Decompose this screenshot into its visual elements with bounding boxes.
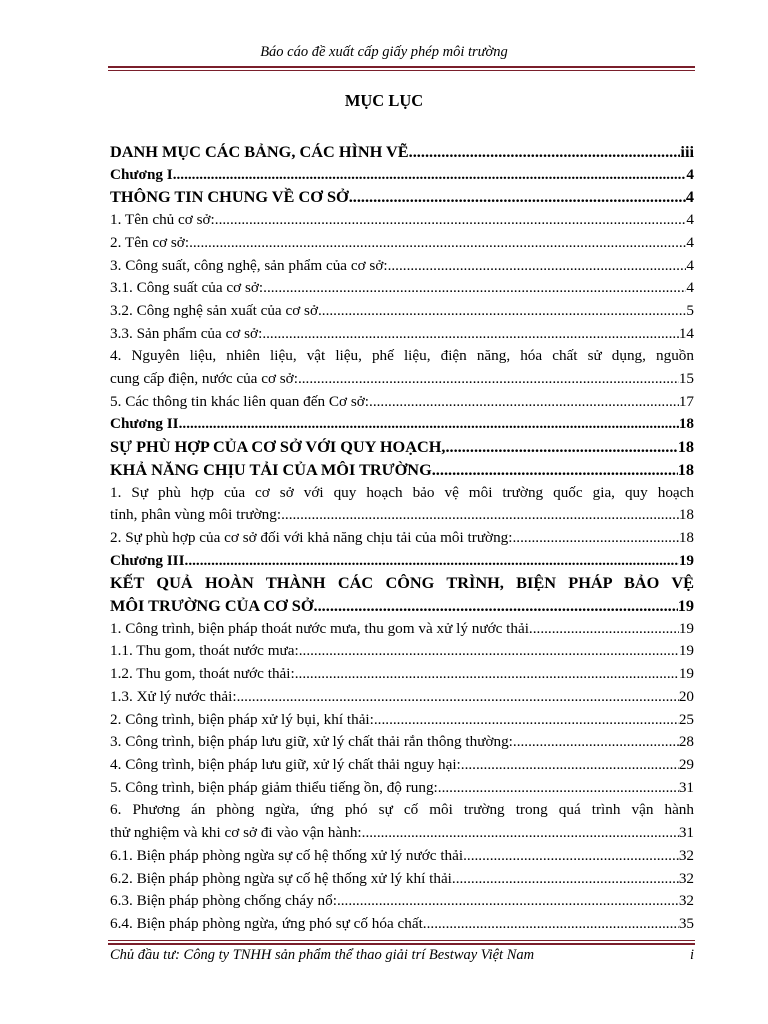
- toc-entry[interactable]: [110, 368, 694, 391]
- toc-entry[interactable]: [110, 595, 694, 618]
- toc-entry-label: Chương II: [110, 415, 179, 433]
- toc-entry-label: Chương I: [110, 165, 173, 183]
- toc-entry-label: 2. Công trình, biện pháp xử lý bụi, khí thải:: [110, 710, 374, 728]
- toc-dot-leader: [513, 731, 679, 754]
- toc-dot-leader: [314, 595, 678, 618]
- toc-entry-label: 2. Tên cơ sở:: [110, 233, 190, 251]
- toc-entry[interactable]: [110, 164, 694, 187]
- toc-entry[interactable]: [110, 822, 694, 845]
- toc-dot-leader: [179, 413, 679, 436]
- toc-entry[interactable]: [110, 845, 694, 868]
- toc-entry-label: thử nghiệm và khi cơ sở đi vào vận hành:: [110, 824, 362, 842]
- toc-page-number: 18: [678, 415, 694, 433]
- toc-entry[interactable]: [110, 504, 694, 527]
- toc-dot-leader: [237, 686, 679, 709]
- toc-entry-label: 3. Công suất, công nghệ, sản phẩm của cơ sở:: [110, 256, 388, 274]
- toc-entry[interactable]: [110, 255, 694, 278]
- toc-entry-label: 3.3. Sản phẩm của cơ sở:: [110, 324, 263, 342]
- toc-entry[interactable]: [110, 277, 694, 300]
- toc-page-number: 31: [678, 778, 694, 796]
- toc-entry-label: 3.2. Công nghệ sản xuất của cơ sở: [110, 301, 318, 319]
- toc-entry-label: 1. Công trình, biện pháp thoát nước mưa, thu gom và xử lý nước thải: [110, 619, 529, 637]
- toc-dot-leader: [262, 323, 679, 346]
- toc-page-number: 25: [678, 710, 694, 728]
- toc-page-number: 4: [686, 256, 694, 274]
- toc-page-number: 19: [677, 596, 694, 616]
- toc-page-number: 18: [678, 528, 694, 546]
- toc-page-number: 20: [678, 687, 694, 705]
- footer-investor: Chủ đầu tư: Công ty TNHH sản phẩm thể thao giải trí Bestway Việt Nam: [110, 947, 535, 963]
- toc-entry[interactable]: [110, 323, 694, 346]
- toc-page-number: 32: [678, 869, 694, 887]
- toc-dot-leader: [388, 255, 687, 278]
- toc-page-number: 32: [678, 846, 694, 864]
- toc-dot-leader: [445, 436, 677, 459]
- toc-entry-label: 6.2. Biện pháp phòng ngừa sự cố hệ thống xử lý khí thải: [110, 869, 452, 887]
- toc-entry-label: MÔI TRƯỜNG CỦA CƠ SỞ: [110, 596, 314, 616]
- toc-entry[interactable]: [110, 663, 694, 686]
- toc-page-number: 31: [678, 824, 694, 842]
- toc-entry[interactable]: [110, 640, 694, 663]
- toc-entry[interactable]: [110, 459, 694, 482]
- toc-entry-label: 1.3. Xử lý nước thải:: [110, 687, 237, 705]
- toc-dot-leader: [423, 913, 679, 936]
- toc-dot-leader: [438, 777, 679, 800]
- toc-entry[interactable]: [110, 618, 694, 641]
- toc-dot-leader: [432, 459, 678, 482]
- toc-page-number: 4: [686, 279, 694, 297]
- toc-page-number: 14: [678, 324, 694, 342]
- toc-entry[interactable]: [110, 550, 694, 573]
- toc-entry[interactable]: [110, 300, 694, 323]
- toc-entry-line1: 4. Nguyên liệu, nhiên liệu, vật liệu, phế liệu, điện năng, hóa chất sử dụng, nguồn: [110, 347, 694, 365]
- toc-page-number: 4: [686, 233, 694, 251]
- toc-dot-leader: [461, 754, 679, 777]
- toc-entry-label: cung cấp điện, nước của cơ sở:: [110, 370, 298, 388]
- toc-dot-leader: [189, 232, 686, 255]
- footer-rule-thick: [108, 943, 695, 945]
- toc-dot-leader: [409, 141, 681, 164]
- toc-entry[interactable]: [110, 913, 694, 936]
- toc-page-number: 4: [686, 211, 694, 229]
- toc-entry-label: DANH MỤC CÁC BẢNG, CÁC HÌNH VẼ: [110, 142, 409, 161]
- toc-dot-leader: [463, 845, 679, 868]
- toc-dot-leader: [185, 550, 679, 573]
- toc-page-number: 4: [685, 187, 694, 207]
- page-header: Báo cáo đề xuất cấp giấy phép môi trường: [260, 44, 508, 60]
- toc-dot-leader: [374, 709, 679, 732]
- toc-page-number: 5: [686, 301, 694, 319]
- toc-page-number: 29: [678, 755, 694, 773]
- page-title: MỤC LỤC: [344, 91, 424, 110]
- toc-entry-label: Chương III: [110, 551, 185, 569]
- toc-entry-label: 6.1. Biện pháp phòng ngừa sự cố hệ thống xử lý nước thải: [110, 846, 464, 864]
- toc-page-number: 17: [678, 392, 694, 410]
- toc-dot-leader: [173, 164, 687, 187]
- page-number: i: [689, 947, 694, 963]
- toc-dot-leader: [362, 822, 679, 845]
- toc-dot-leader: [529, 618, 679, 641]
- toc-entry[interactable]: [110, 436, 694, 459]
- toc-entry[interactable]: [110, 890, 694, 913]
- toc-entry-label: 3.1. Công suất của cơ sở:: [110, 279, 264, 297]
- toc-dot-leader: [349, 186, 686, 209]
- toc-page-number: 18: [677, 459, 694, 479]
- toc-entry[interactable]: [110, 686, 694, 709]
- toc-page-number: iii: [680, 142, 694, 161]
- toc-dot-leader: [263, 277, 686, 300]
- toc-page-number: 28: [678, 733, 694, 751]
- toc-page-number: 18: [677, 437, 694, 457]
- toc-entry[interactable]: [110, 232, 694, 255]
- header-rule-thick: [108, 66, 695, 68]
- toc-entry-line1: 6. Phương án phòng ngừa, ứng phó sự cố môi trường trong quá trình vận hành: [110, 801, 694, 819]
- toc-entry-label: 1. Tên chủ cơ sở:: [110, 211, 215, 229]
- toc-dot-leader: [513, 527, 679, 550]
- table-of-contents: [110, 141, 694, 936]
- toc-entry[interactable]: [110, 754, 694, 777]
- toc-entry[interactable]: [110, 141, 694, 164]
- toc-entry[interactable]: [110, 527, 694, 550]
- toc-entry[interactable]: [110, 209, 694, 232]
- toc-entry-label: 5. Công trình, biện pháp giảm thiểu tiếng ồn, độ rung:: [110, 778, 438, 796]
- page-footer: [110, 947, 694, 964]
- toc-entry-label: 5. Các thông tin khác liên quan đến Cơ sở:: [110, 392, 370, 410]
- toc-dot-leader: [452, 868, 679, 891]
- toc-entry-label: THÔNG TIN CHUNG VỀ CƠ SỞ: [110, 187, 349, 207]
- toc-page-number: 18: [678, 506, 694, 524]
- toc-dot-leader: [215, 209, 687, 232]
- toc-page-number: 32: [678, 892, 694, 910]
- toc-entry-label: SỰ PHÙ HỢP CỦA CƠ SỞ VỚI QUY HOẠCH,: [110, 437, 446, 457]
- toc-entry-line1: KẾT QUẢ HOÀN THÀNH CÁC CÔNG TRÌNH, BIỆN PHÁP BẢO VỆ: [110, 573, 694, 593]
- toc-dot-leader: [299, 640, 679, 663]
- toc-page-number: 35: [678, 914, 694, 932]
- toc-page-number: 19: [678, 665, 694, 683]
- toc-entry-line1: 1. Sự phù hợp của cơ sở với quy hoạch bảo vệ môi trường quốc gia, quy hoạch: [110, 483, 694, 501]
- toc-entry[interactable]: [110, 777, 694, 800]
- toc-page-number: 19: [678, 551, 694, 569]
- toc-entry[interactable]: [110, 413, 694, 436]
- toc-dot-leader: [281, 504, 679, 527]
- toc-dot-leader: [337, 890, 679, 913]
- toc-dot-leader: [298, 368, 679, 391]
- header-rule-thin: [108, 70, 695, 71]
- toc-entry-label: 1.2. Thu gom, thoát nước thải:: [110, 665, 295, 683]
- toc-page-number: 15: [678, 370, 694, 388]
- toc-entry-label: 6.4. Biện pháp phòng ngừa, ứng phó sự cố hóa chất: [110, 914, 423, 932]
- toc-page-number: 19: [678, 642, 694, 660]
- toc-entry[interactable]: [110, 391, 694, 414]
- toc-entry[interactable]: [110, 186, 694, 209]
- toc-dot-leader: [295, 663, 679, 686]
- toc-page-number: 4: [686, 165, 694, 183]
- toc-entry[interactable]: [110, 709, 694, 732]
- toc-entry[interactable]: [110, 731, 694, 754]
- toc-dot-leader: [318, 300, 686, 323]
- toc-entry[interactable]: [110, 868, 694, 891]
- toc-entry-label: KHẢ NĂNG CHỊU TẢI CỦA MÔI TRƯỜNG: [110, 459, 432, 479]
- toc-dot-leader: [369, 391, 679, 414]
- footer-rule-thin: [108, 940, 695, 941]
- toc-entry-label: tỉnh, phân vùng môi trường:: [110, 506, 282, 524]
- toc-entry-label: 4. Công trình, biện pháp lưu giữ, xử lý chất thải nguy hại:: [110, 755, 461, 773]
- toc-entry-label: 3. Công trình, biện pháp lưu giữ, xử lý chất thải rắn thông thường:: [110, 733, 513, 751]
- toc-entry-label: 1.1. Thu gom, thoát nước mưa:: [110, 642, 299, 660]
- toc-entry-label: 6.3. Biện pháp phòng chống cháy nổ:: [110, 892, 337, 910]
- toc-entry-label: 2. Sự phù hợp của cơ sở đối với khả năng chịu tải của môi trường:: [110, 528, 513, 546]
- toc-page-number: 19: [678, 619, 694, 637]
